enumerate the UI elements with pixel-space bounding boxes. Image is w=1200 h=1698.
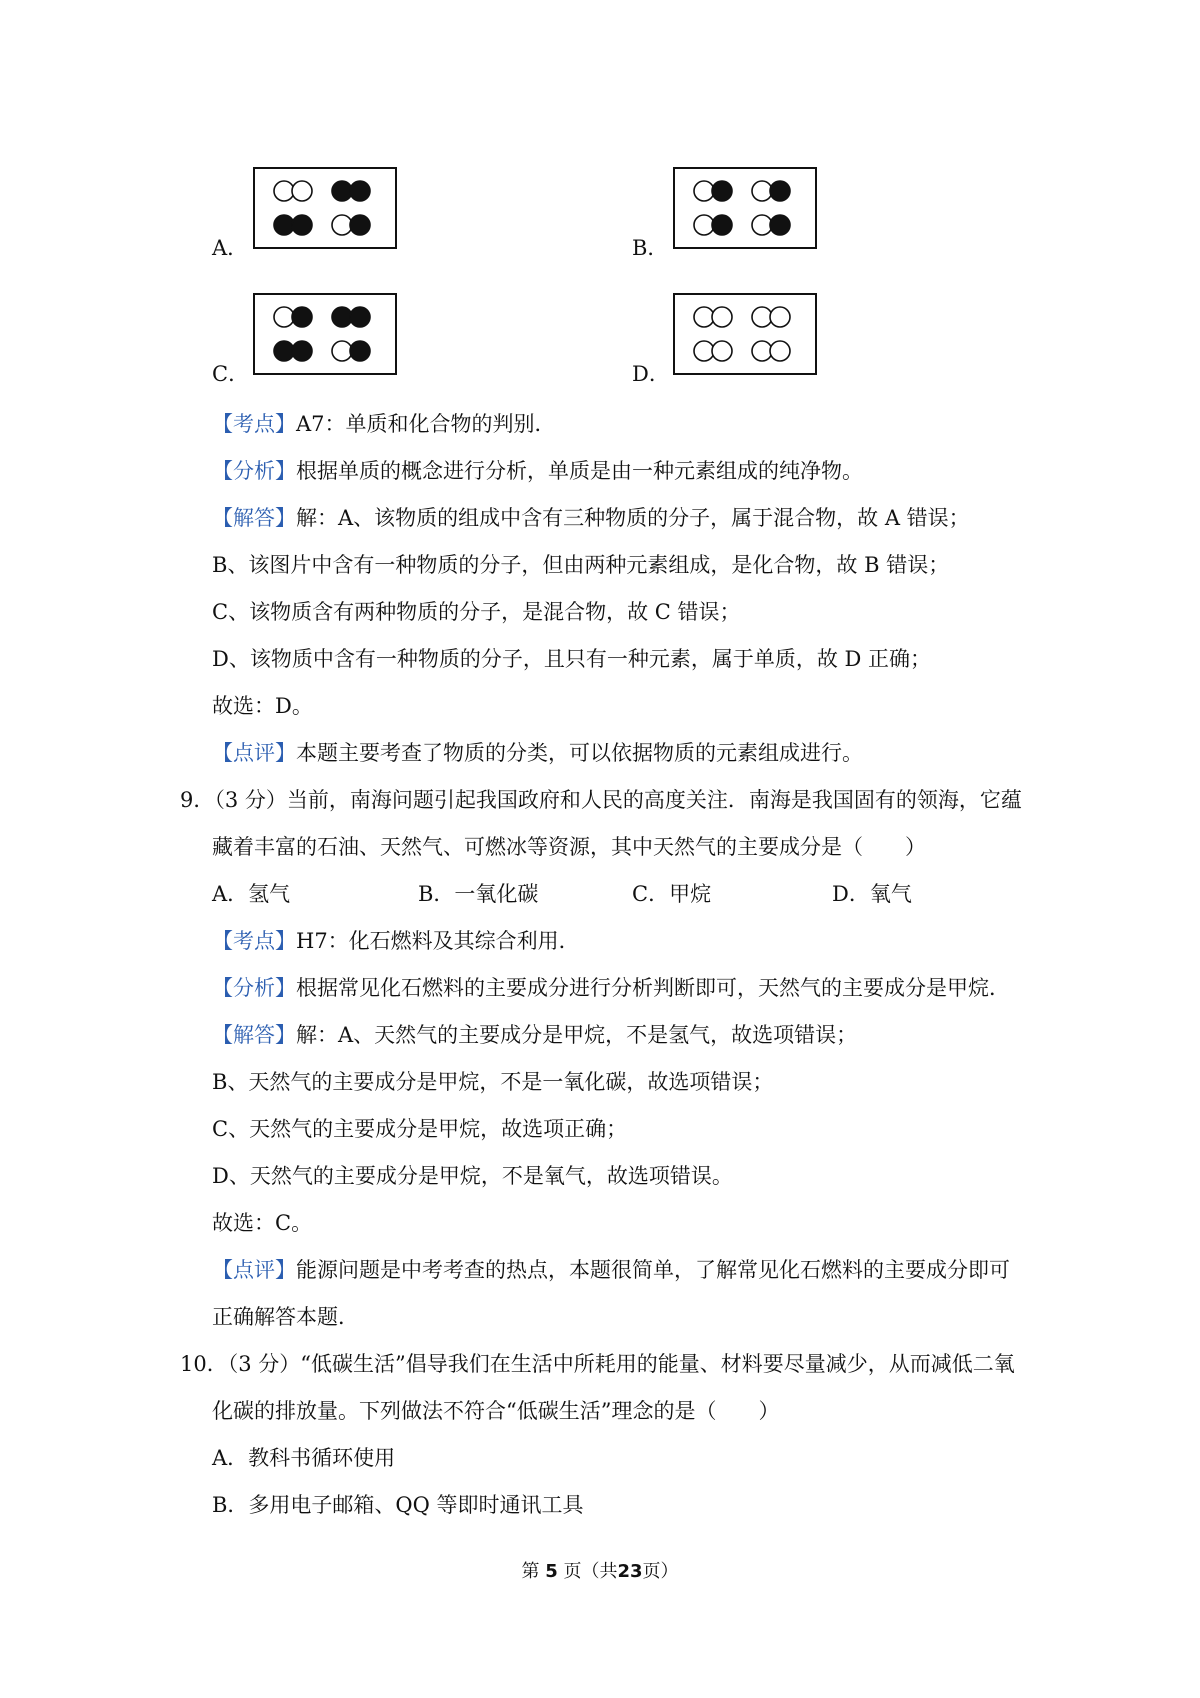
q8-line-b: B、该图片中含有一种物质的分子，但由两种元素组成，是化合物，故 B 错误； xyxy=(212,553,950,577)
molecule xyxy=(332,215,370,235)
molecule-diagram xyxy=(255,295,395,373)
molecule xyxy=(332,181,370,201)
black-atom xyxy=(350,181,370,201)
option-b-label: B． xyxy=(632,236,669,260)
dianping-text: 能源问题是中考考查的热点，本题很简单，了解常见化石燃料的主要成分即可 xyxy=(296,1258,1010,1282)
option-d-label: D． xyxy=(632,362,670,386)
total-pages: 23 xyxy=(617,1561,643,1582)
molecule xyxy=(274,215,312,235)
white-atom xyxy=(694,181,714,201)
q9-dianping-cont: 正确解答本题． xyxy=(212,1305,359,1329)
white-atom xyxy=(770,307,790,327)
white-atom xyxy=(694,341,714,361)
fenxi-text: 根据常见化石燃料的主要成分进行分析判断即可，天然气的主要成分是甲烷． xyxy=(296,976,1010,1000)
molecule-diagram xyxy=(255,169,395,247)
white-atom xyxy=(332,341,352,361)
molecule xyxy=(332,307,370,327)
q8-line-d: D、该物质中含有一种物质的分子，且只有一种元素，属于单质，故 D 正确； xyxy=(212,647,932,671)
q9-option-a: A．氢气 xyxy=(212,882,291,906)
black-atom xyxy=(332,307,352,327)
white-atom xyxy=(770,341,790,361)
molecule xyxy=(694,341,732,361)
molecule xyxy=(752,341,790,361)
footer-middle: 页（共 xyxy=(563,1561,618,1582)
jieda-tag: 【解答】 xyxy=(212,1023,296,1047)
molecule xyxy=(694,215,732,235)
page-footer xyxy=(0,1560,1200,1584)
page-number: 5 xyxy=(545,1561,558,1582)
q9-fenxi xyxy=(212,974,1010,1002)
black-atom xyxy=(292,307,312,327)
fenxi-tag: 【分析】 xyxy=(212,976,296,1000)
dianping-text: 本题主要考查了物质的分类，可以依据物质的元素组成进行。 xyxy=(296,741,863,765)
white-atom xyxy=(274,307,294,327)
kaodian-text: H7：化石燃料及其综合利用． xyxy=(296,929,580,953)
white-atom xyxy=(712,307,732,327)
molecule xyxy=(694,307,732,327)
q9-line-c: C、天然气的主要成分是甲烷，故选项正确； xyxy=(212,1117,628,1141)
jieda-text: 解：A、该物质的组成中含有三种物质的分子，属于混合物，故 A 错误； xyxy=(296,506,970,530)
black-atom xyxy=(350,307,370,327)
option-c-figure xyxy=(253,293,397,375)
white-atom xyxy=(752,307,772,327)
q8-answer: 故选：D。 xyxy=(212,694,313,718)
q9-jieda xyxy=(212,1021,857,1049)
white-atom xyxy=(752,341,772,361)
q9-dianping xyxy=(212,1256,1010,1284)
fenxi-text: 根据单质的概念进行分析，单质是由一种元素组成的纯净物。 xyxy=(296,459,863,483)
q9-option-d: D．氧气 xyxy=(832,882,912,906)
white-atom xyxy=(712,341,732,361)
jieda-tag: 【解答】 xyxy=(212,506,296,530)
q10-stem-line2: 化碳的排放量。下列做法不符合“低碳生活”理念的是（ ） xyxy=(212,1399,780,1423)
black-atom xyxy=(712,181,732,201)
jieda-text: 解：A、天然气的主要成分是甲烷，不是氢气，故选项错误； xyxy=(296,1023,858,1047)
option-a-figure xyxy=(253,167,397,249)
white-atom xyxy=(292,181,312,201)
q8-jieda xyxy=(212,504,970,532)
footer-suffix: 页） xyxy=(642,1561,679,1582)
molecule xyxy=(752,181,790,201)
footer-prefix: 第 xyxy=(521,1561,540,1582)
white-atom xyxy=(274,181,294,201)
option-a-label: A． xyxy=(212,236,249,260)
q9-line-d: D、天然气的主要成分是甲烷，不是氧气，故选项错误。 xyxy=(212,1164,733,1188)
q8-dianping xyxy=(212,739,863,767)
black-atom xyxy=(292,341,312,361)
black-atom xyxy=(712,215,732,235)
black-atom xyxy=(274,215,294,235)
molecule xyxy=(332,341,370,361)
option-d-figure xyxy=(673,293,817,375)
white-atom xyxy=(332,215,352,235)
fenxi-tag: 【分析】 xyxy=(212,459,296,483)
q9-stem-line1: 9．（3 分）当前，南海问题引起我国政府和人民的高度关注．南海是我国固有的领海，它蕴 xyxy=(180,788,1022,812)
dianping-tag: 【点评】 xyxy=(212,1258,296,1282)
q9-kaodian xyxy=(212,927,580,955)
kaodian-tag: 【考点】 xyxy=(212,929,296,953)
q9-option-b: B．一氧化碳 xyxy=(418,882,539,906)
white-atom xyxy=(694,215,714,235)
molecule xyxy=(694,181,732,201)
dianping-tag: 【点评】 xyxy=(212,741,296,765)
option-c-label: C． xyxy=(212,362,250,386)
black-atom xyxy=(770,181,790,201)
q9-line-b: B、天然气的主要成分是甲烷，不是一氧化碳，故选项错误； xyxy=(212,1070,774,1094)
molecule xyxy=(274,307,312,327)
q9-answer: 故选：C。 xyxy=(212,1211,313,1235)
q8-kaodian xyxy=(212,410,556,438)
white-atom xyxy=(694,307,714,327)
molecule xyxy=(274,181,312,201)
q8-fenxi xyxy=(212,457,863,485)
molecule xyxy=(274,341,312,361)
black-atom xyxy=(332,181,352,201)
kaodian-text: A7：单质和化合物的判别． xyxy=(296,412,556,436)
q9-option-c: C．甲烷 xyxy=(632,882,712,906)
option-b-figure xyxy=(673,167,817,249)
q10-option-a: A．教科书循环使用 xyxy=(212,1446,396,1470)
black-atom xyxy=(350,341,370,361)
molecule-diagram xyxy=(675,169,815,247)
black-atom xyxy=(770,215,790,235)
black-atom xyxy=(292,215,312,235)
molecule-diagram xyxy=(675,295,815,373)
q10-option-b: B．多用电子邮箱、QQ 等即时通讯工具 xyxy=(212,1493,584,1517)
q8-line-c: C、该物质含有两种物质的分子，是混合物，故 C 错误； xyxy=(212,600,741,624)
kaodian-tag: 【考点】 xyxy=(212,412,296,436)
white-atom xyxy=(752,215,772,235)
white-atom xyxy=(752,181,772,201)
black-atom xyxy=(350,215,370,235)
black-atom xyxy=(274,341,294,361)
q10-stem-line1: 10．（3 分）“低碳生活”倡导我们在生活中所耗用的能量、材料要尽量减少，从而减低二氧 xyxy=(180,1352,1015,1376)
q9-stem-line2: 藏着丰富的石油、天然气、可燃冰等资源，其中天然气的主要成分是（ ） xyxy=(212,835,926,859)
molecule xyxy=(752,215,790,235)
molecule xyxy=(752,307,790,327)
